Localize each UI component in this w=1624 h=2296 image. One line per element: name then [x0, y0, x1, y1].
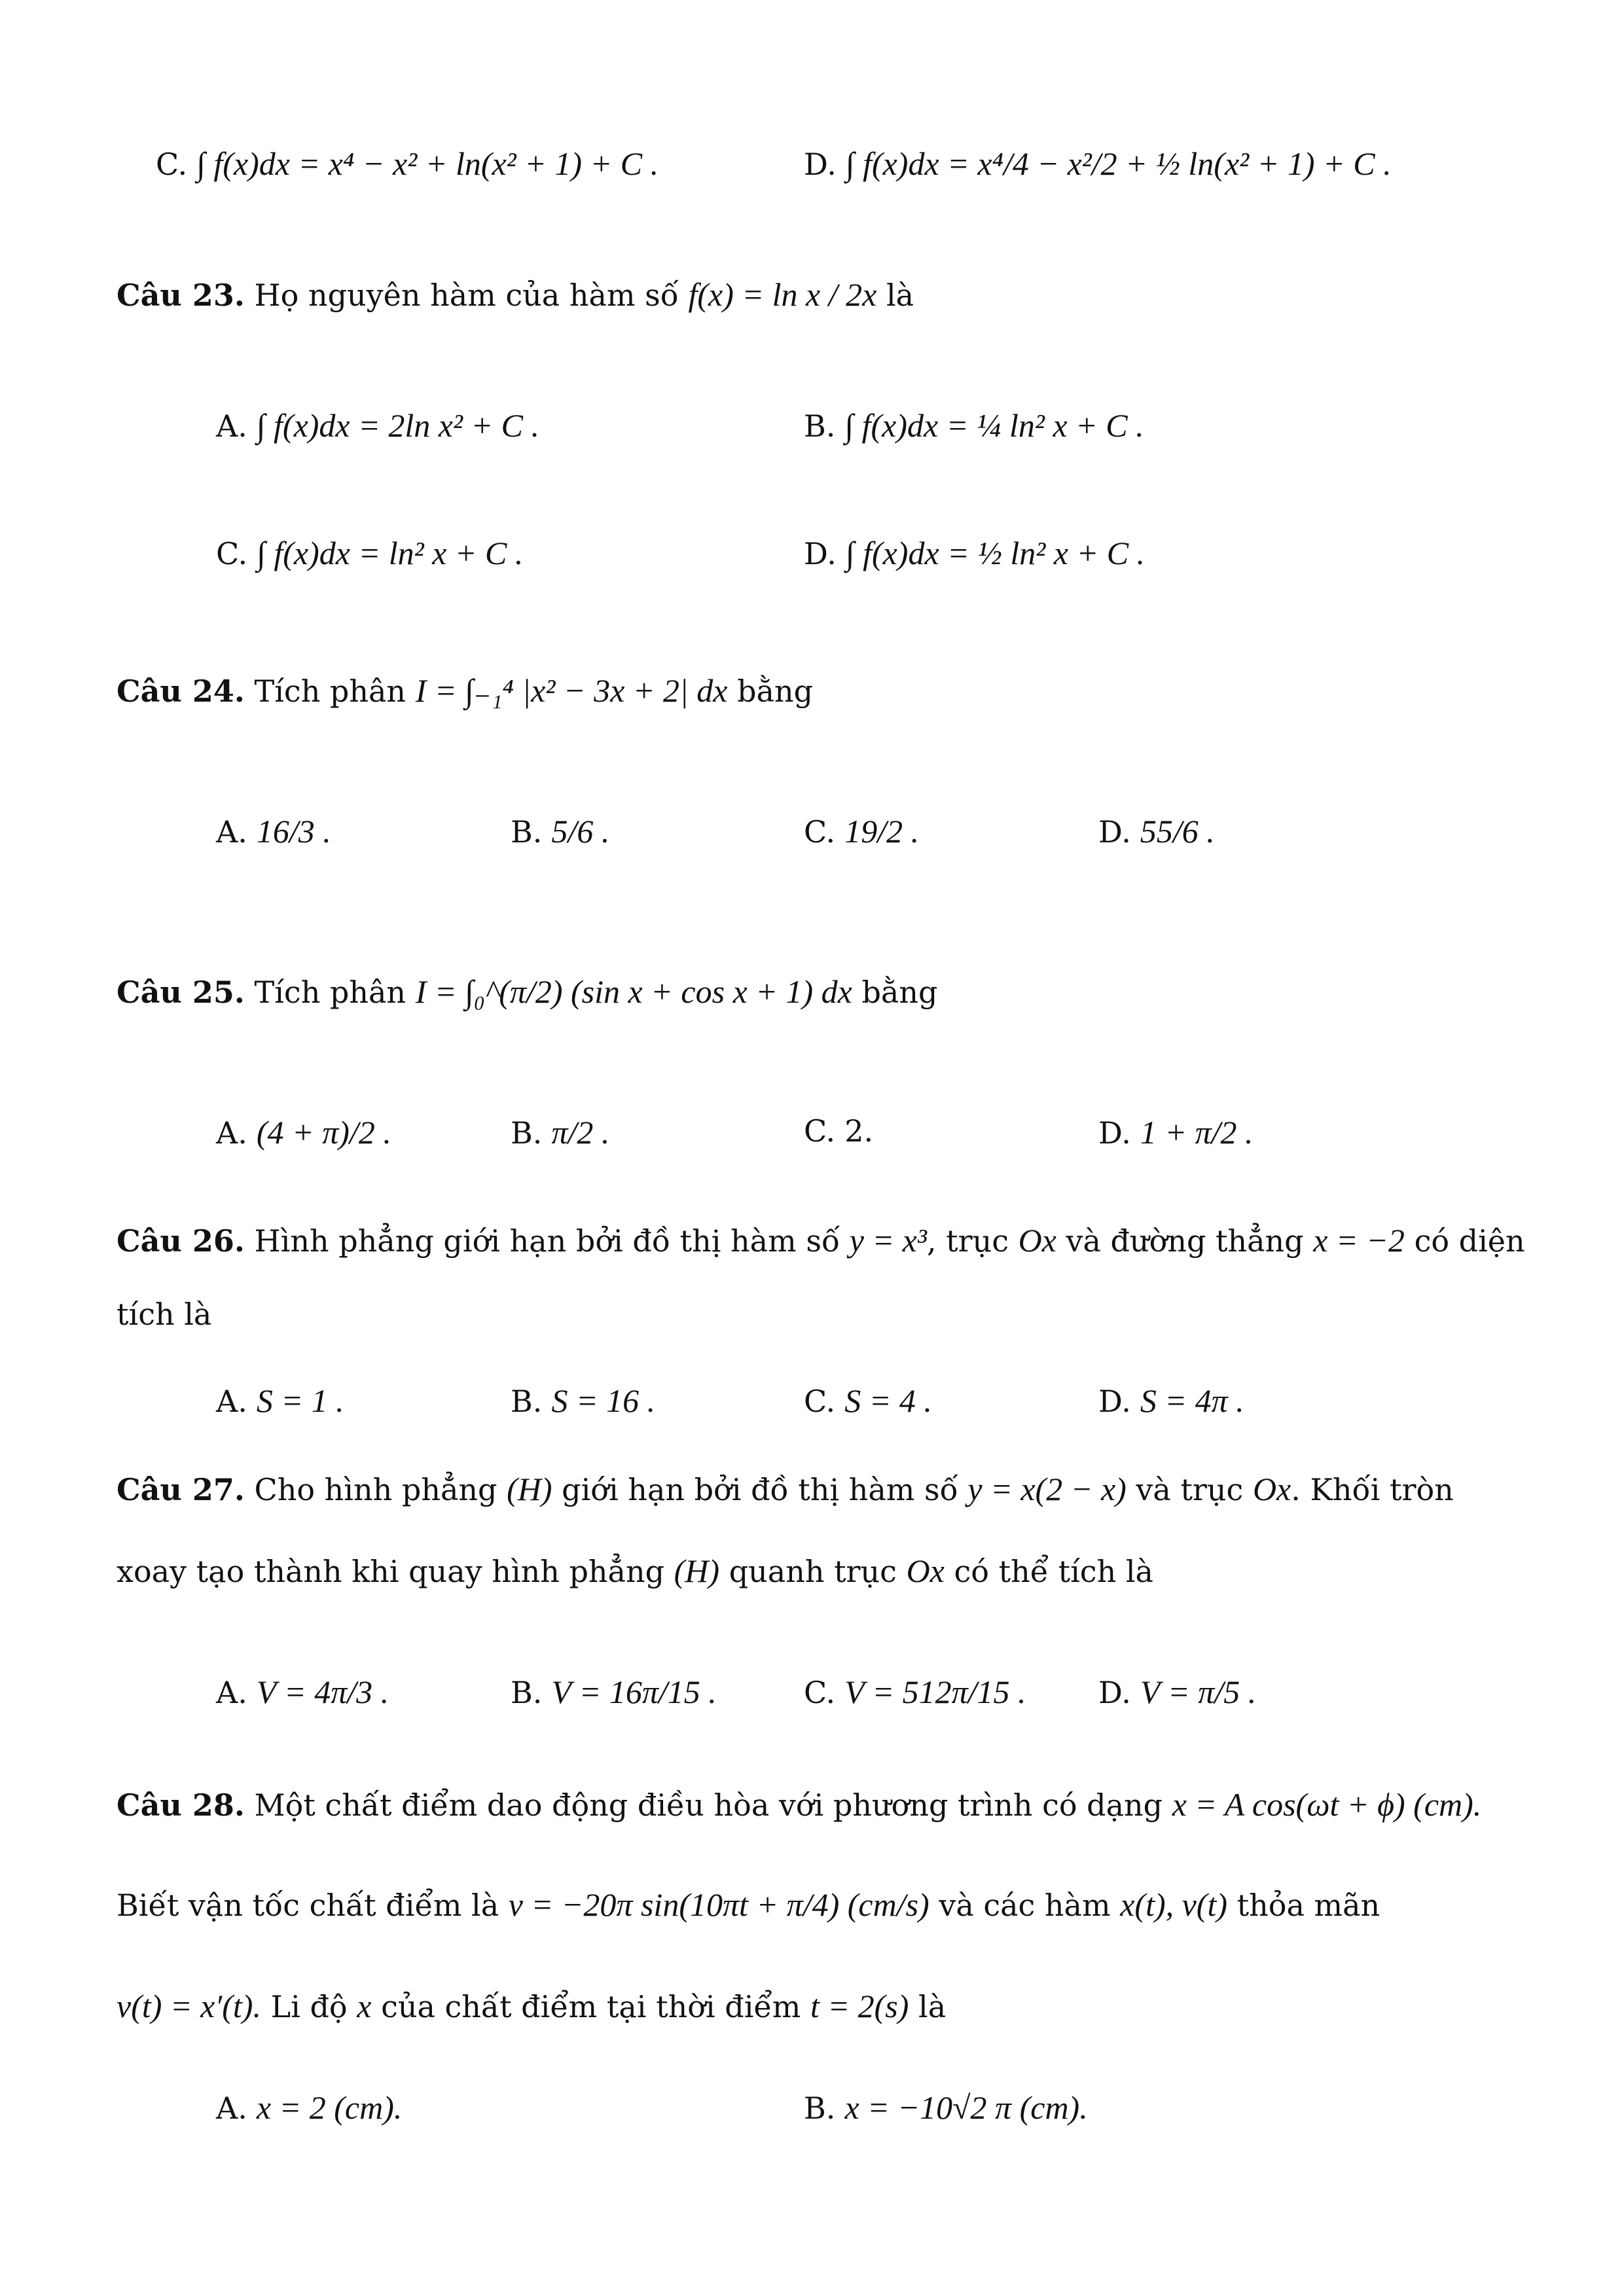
question-text: tích là — [117, 1297, 212, 1332]
q25-option-b — [511, 1116, 609, 1149]
q26-option-d — [1098, 1384, 1244, 1417]
question-label: Câu 23. — [117, 278, 245, 313]
question-text: có thể tích là — [954, 1554, 1153, 1589]
option-math: ∫ f(x)dx = ½ ln² x + C . — [845, 535, 1146, 571]
question-text: thỏa mãn — [1236, 1888, 1380, 1923]
q26-option-c — [804, 1384, 932, 1417]
option-letter: C. — [216, 536, 248, 571]
q28-option-b — [804, 2091, 1088, 2124]
q28-option-a — [216, 2091, 402, 2124]
q25-option-c — [804, 1113, 874, 1149]
q25-option-d — [1098, 1116, 1254, 1149]
option-letter: A. — [216, 1675, 247, 1710]
option-math: x = −10√2 π (cm). — [844, 2089, 1088, 2126]
option-math: ∫ f(x)dx = ln² x + C . — [257, 535, 524, 571]
q23-option-a — [216, 409, 539, 442]
option-letter: D. — [804, 147, 837, 182]
question-text: xoay tạo thành khi quay hình phẳng — [117, 1554, 665, 1589]
option-letter: A. — [216, 408, 247, 444]
question-math: Ox — [906, 1552, 945, 1589]
option-letter: B. — [511, 1384, 543, 1419]
question-text: Hình phẳng giới hạn bởi đồ thị hàm số — [254, 1223, 840, 1259]
q27-option-d — [1098, 1676, 1256, 1708]
question-text: Tích phân — [254, 673, 406, 709]
option-math: ∫ f(x)dx = ¼ ln² x + C . — [844, 407, 1144, 444]
question-text: giới hạn bởi đồ thị hàm số — [562, 1472, 958, 1507]
option-letter: B. — [804, 408, 836, 444]
question-text-tail: bằng — [861, 975, 938, 1010]
question-math: x = −2 — [1313, 1222, 1405, 1259]
option-math: ∫ f(x)dx = x⁴/4 − x²/2 + ½ ln(x² + 1) + C . — [845, 145, 1392, 182]
q24-option-a — [216, 815, 331, 848]
question-label: Câu 24. — [117, 673, 245, 709]
option-math: S = 16 . — [551, 1382, 656, 1419]
question-math: v(t) = x′(t). — [117, 1988, 261, 2024]
q27-option-c — [804, 1676, 1026, 1708]
q24-option-c — [804, 815, 919, 848]
question-math: x — [357, 1988, 372, 2024]
question-text: và các hàm — [939, 1888, 1111, 1923]
option-letter: C. — [156, 147, 188, 182]
q27-option-a — [216, 1676, 389, 1708]
question-math: x = A cos(ωt + ϕ) (cm). — [1172, 1786, 1482, 1823]
question-text: Tích phân — [254, 975, 406, 1010]
question-math: t = 2(s) — [810, 1988, 909, 2024]
option-math: V = 4π/3 . — [256, 1674, 389, 1710]
question-text: Họ nguyên hàm của hàm số — [254, 278, 679, 313]
q23-option-c — [216, 537, 523, 569]
question-text: , trục — [926, 1223, 1009, 1259]
q28-stem-line1 — [117, 1788, 1481, 1821]
question-text: quanh trục — [729, 1554, 897, 1589]
q27-option-b — [511, 1676, 717, 1708]
option-letter: D. — [1098, 1115, 1131, 1151]
option-letter: A. — [216, 814, 247, 850]
question-label: Câu 28. — [117, 1787, 245, 1823]
question-math: (H) — [674, 1552, 720, 1589]
option-letter: D. — [1098, 1675, 1131, 1710]
question-math: x(t), v(t) — [1120, 1886, 1228, 1923]
question-math: I = ∫₋₁⁴ |x² − 3x + 2| dx — [415, 672, 728, 709]
q24-option-d — [1098, 815, 1215, 848]
option-math: (4 + π)/2 . — [256, 1114, 391, 1151]
question-math: Ox — [1018, 1222, 1056, 1259]
option-letter: D. — [1098, 814, 1131, 850]
q26-stem-line2 — [117, 1297, 212, 1332]
option-math: 5/6 . — [551, 813, 610, 850]
option-math: π/2 . — [551, 1114, 610, 1151]
option-letter: D. — [804, 536, 837, 571]
question-text: Biết vận tốc chất điểm là — [117, 1888, 499, 1923]
q22-option-d — [804, 147, 1392, 180]
question-text: của chất điểm tại thời điểm — [381, 1989, 801, 2024]
question-text-tail: bằng — [737, 673, 814, 709]
q23-option-d — [804, 537, 1145, 569]
option-math: V = π/5 . — [1140, 1674, 1257, 1710]
question-text: Cho hình phẳng — [254, 1472, 497, 1507]
question-text: và đường thẳng — [1066, 1223, 1304, 1259]
option-letter: C. — [804, 1675, 836, 1710]
option-math: V = 512π/15 . — [844, 1674, 1026, 1710]
q25-option-a — [216, 1116, 391, 1149]
q27-stem-line2 — [117, 1554, 1153, 1587]
question-text-tail: là — [886, 278, 914, 313]
question-label: Câu 27. — [117, 1472, 245, 1507]
option-math: S = 1 . — [256, 1382, 344, 1419]
option-letter: A. — [216, 1384, 247, 1419]
option-letter: C. — [804, 1384, 836, 1419]
question-text: là — [918, 1989, 947, 2024]
question-text: . Khối tròn — [1291, 1472, 1454, 1507]
question-text: Một chất điểm dao động điều hòa với phương trình có dạng — [254, 1787, 1163, 1823]
q26-option-a — [216, 1384, 344, 1417]
option-letter: B. — [511, 1115, 543, 1151]
q23-option-b — [804, 409, 1144, 442]
option-letter: B. — [511, 814, 543, 850]
option-letter: C. — [804, 814, 836, 850]
option-math: V = 16π/15 . — [551, 1674, 717, 1710]
q23-stem — [117, 278, 914, 311]
q25-stem — [117, 975, 937, 1008]
question-math: (H) — [507, 1471, 552, 1507]
option-math: 19/2 . — [844, 813, 920, 850]
option-letter: C. — [804, 1113, 836, 1149]
option-letter: D. — [1098, 1384, 1131, 1419]
option-math: 55/6 . — [1140, 813, 1215, 850]
option-math: ∫ f(x)dx = 2ln x² + C . — [256, 407, 540, 444]
question-text: có diện — [1414, 1223, 1525, 1259]
option-math: S = 4 . — [844, 1382, 932, 1419]
question-text: và trục — [1136, 1472, 1244, 1507]
option-math: 2. — [844, 1113, 874, 1149]
q24-option-b — [511, 815, 609, 848]
question-math: Ox — [1252, 1471, 1291, 1507]
option-math: S = 4π . — [1140, 1382, 1244, 1419]
question-math: v = −20π sin(10πt + π/4) (cm/s) — [508, 1886, 929, 1923]
q27-stem-line1 — [117, 1473, 1454, 1505]
option-letter: A. — [216, 2090, 247, 2126]
question-label: Câu 26. — [117, 1223, 245, 1259]
question-label: Câu 25. — [117, 975, 245, 1010]
option-letter: B. — [804, 2090, 836, 2126]
q26-option-b — [511, 1384, 655, 1417]
q28-stem-line2 — [117, 1888, 1380, 1921]
option-math: 1 + π/2 . — [1140, 1114, 1254, 1151]
option-math: 16/3 . — [256, 813, 331, 850]
question-text: Li độ — [270, 1989, 348, 2024]
q28-stem-line3 — [117, 1990, 946, 2022]
option-letter: B. — [511, 1675, 543, 1710]
option-math: ∫ f(x)dx = x⁴ − x² + ln(x² + 1) + C . — [196, 145, 659, 182]
question-math: I = ∫₀^(π/2) (sin x + cos x + 1) dx — [415, 973, 852, 1010]
question-math: y = x(2 − x) — [967, 1471, 1127, 1507]
question-math: f(x) = ln x / 2x — [688, 276, 877, 313]
q26-stem-line1 — [117, 1224, 1525, 1257]
question-math: y = x³ — [849, 1222, 927, 1259]
q24-stem — [117, 674, 813, 707]
q22-option-c — [156, 147, 659, 180]
option-letter: A. — [216, 1115, 247, 1151]
option-math: x = 2 (cm). — [256, 2089, 403, 2126]
